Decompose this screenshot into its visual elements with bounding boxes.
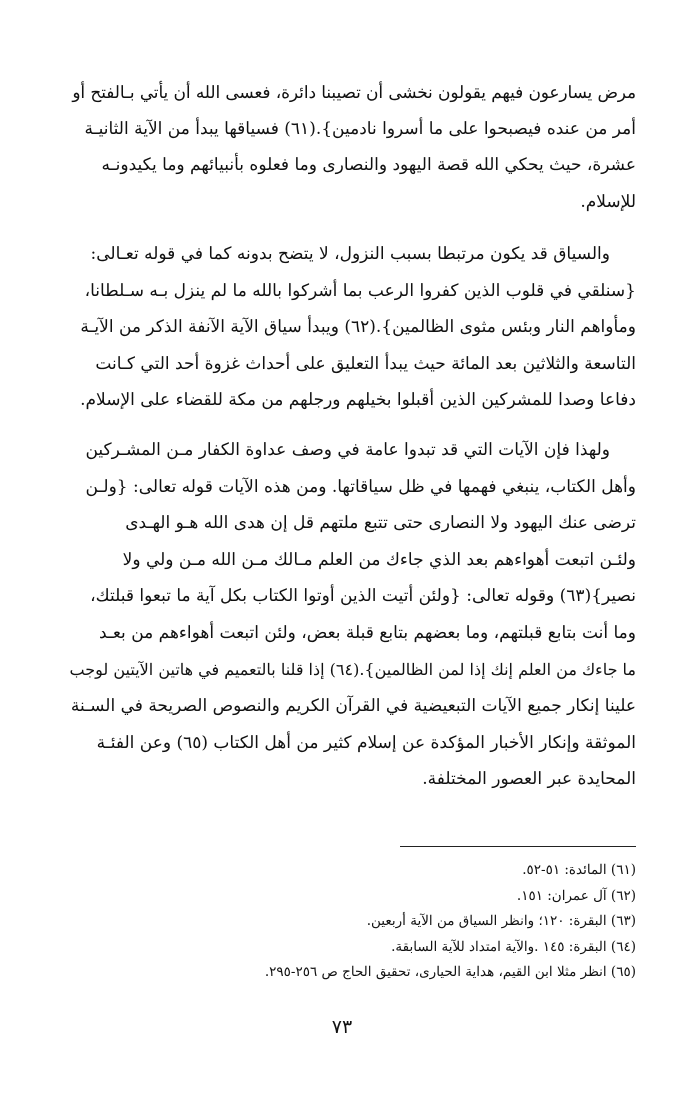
footnotes xyxy=(70,858,636,986)
text-line: أمر من عنده فيصبحوا على ما أسروا نادمين}.(٦١) فسياقها يبدأ من الآية الثانيـة xyxy=(84,118,636,139)
text-line: الموثقة وإنكار الأخبار المؤكدة عن إسلام كثير من أهل الكتاب (٦٥) وعن الفئـة xyxy=(96,732,636,753)
text-line: ومأواهم النار وبئس مثوى الظالمين}.(٦٢) ويبدأ سياق الآية الآنفة الذكر من الآيـة xyxy=(80,317,636,338)
footnote-61: (٦١) المائدة: ٥١-٥٢. xyxy=(522,862,636,878)
text-line: {سنلقي في قلوب الذين كفروا الرعب بما أشركوا بالله ما لم ينزل بـه سـلطانا، xyxy=(84,280,636,301)
text-line: وما أنت بتابع قبلتهم، وما بعضهم بتابع قبلة بعض، ولئن اتبعت أهواءهم من بعـد xyxy=(98,622,636,643)
footnote-62: (٦٢) آل عمران: ١٥١. xyxy=(516,887,636,904)
paragraph-3 xyxy=(70,432,636,798)
text-line: وأهل الكتاب، ينبغي فهمها في ظل سياقاتها. ومن هذه الآيات قوله تعالى: {ولـن xyxy=(85,476,636,497)
text-line: التاسعة والثلاثين بعد المائة حيث يبدأ التعليق على أحداث غزوة أحد التي كـانت xyxy=(95,353,636,374)
text-line: عشرة، حيث يحكي الله قصة اليهود والنصارى وما فعلوه بأنبيائهم وما يكيدونـه xyxy=(101,155,636,176)
page-number: ٧٣ xyxy=(331,1016,353,1038)
footnote-65: (٦٥) انظر مثلا ابن القيم، هداية الحيارى، تحقيق الحاج ص ٢٥٦-٢٩٥. xyxy=(264,964,636,981)
paragraph-1 xyxy=(70,74,636,220)
text-line: نصير}(٦٣) وقوله تعالى: {ولئن أتيت الذين أوتوا الكتاب بكل آية ما تبعوا قبلتك، xyxy=(90,586,636,607)
text-line: مرض يسارعون فيهم يقولون نخشى أن تصيبنا دائرة، فعسى الله أن يأتي بـالفتح أو xyxy=(72,82,636,102)
text-line: ما جاءك من العلم إنك إذا لمن الظالمين}.(٦٤) إذا قلنا بالتعميم في هاتين الآيتين لوجب xyxy=(70,659,636,679)
footnote-64: (٦٤) البقرة: ١٤٥ .والآية امتداد للآية السابقة. xyxy=(391,938,636,955)
paragraph-2 xyxy=(70,236,636,419)
text-line: ترضى عنك اليهود ولا النصارى حتى تتبع ملتهم قل إن هدى الله هـو الهـدى xyxy=(125,513,636,534)
text-line: دفاعا وصدا للمشركين الذين أقبلوا بخيلهم ورجلهم من مكة للقضاء على الإسلام. xyxy=(80,390,636,411)
text-line: ولهذا فإن الآيات التي قد تبدوا عامة في وصف عداوة الكفار مـن المشـركين xyxy=(85,440,610,460)
text-line: للإسلام. xyxy=(580,191,636,212)
footnote-63: (٦٣) البقرة: ١٢٠؛ وانظر السياق من الآية أربعين. xyxy=(366,913,636,930)
footnote-divider xyxy=(400,846,636,847)
text-line: علينا إنكار جميع الآيات التبعيضية في القرآن الكريم والنصوص الصريحة في السـنة xyxy=(70,696,636,717)
text-line: المحايدة عبر العصور المختلفة. xyxy=(422,769,636,790)
text-line: ولئـن اتبعت أهواءهم بعد الذي جاءك من العلم مـالك مـن الله مـن ولي ولا xyxy=(122,549,636,570)
text-line: والسياق قد يكون مرتبطا بسبب النزول، لا يتضح بدونه كما في قوله تعـالى: xyxy=(90,244,610,264)
